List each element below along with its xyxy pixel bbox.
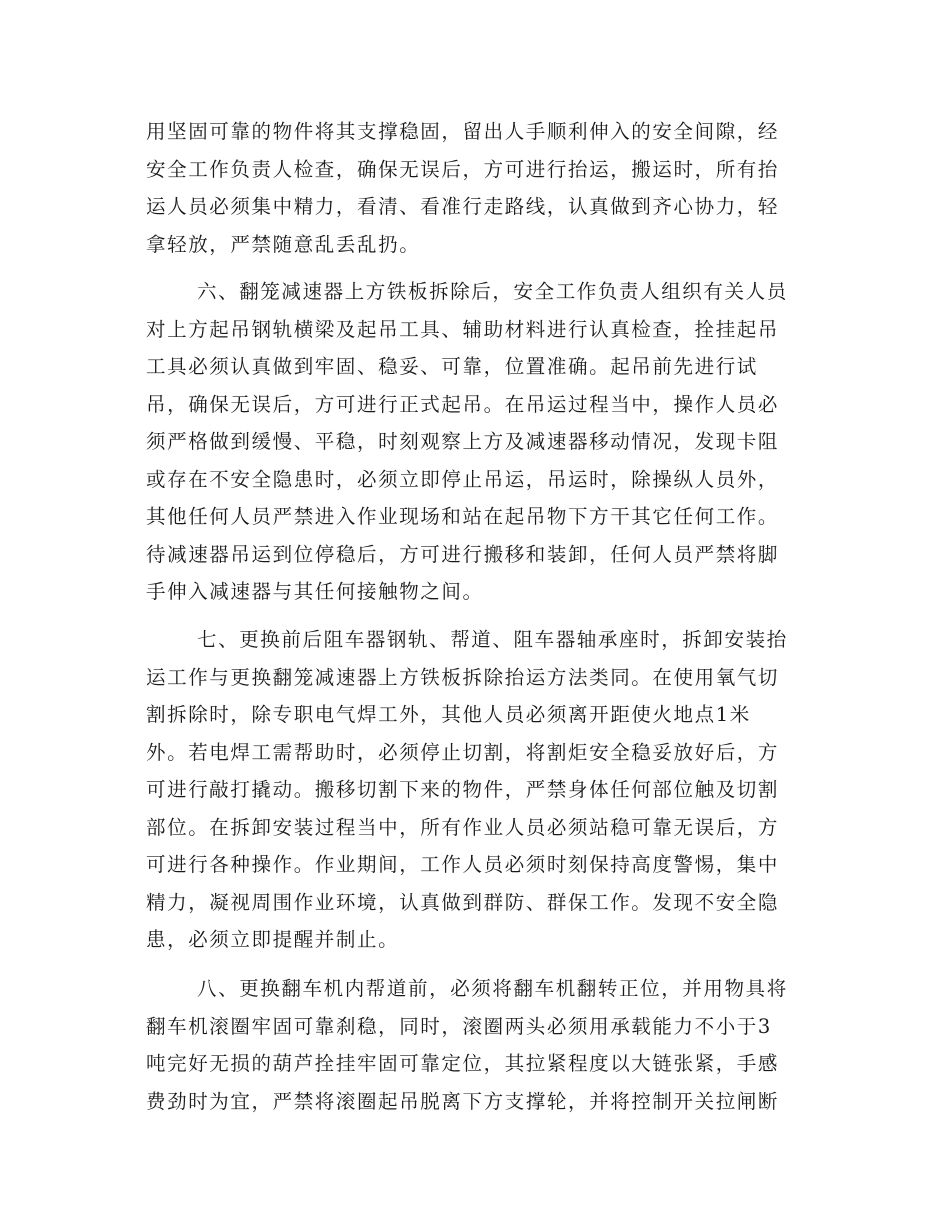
text-line: 运人员必须集中精力，看清、看准行走路线，认真做到齐心协力，轻 [146, 195, 780, 218]
text-line: 或存在不安全隐患时，必须立即停止吊运，吊运时，除操纵人员外， [146, 467, 780, 491]
text-line: 安全工作负责人检查，确保无误后，方可进行抬运，搬运时，所有抬 [146, 157, 780, 181]
text-line-first: 六、翻笼减速器上方铁板拆除后，安全工作负责人组织有关人员 [197, 280, 788, 303]
text-line: 可进行各种操作。作业期间，工作人员必须时刻保持高度警惕，集中 [146, 853, 780, 876]
text-line: 待减速器吊运到位停稳后，方可进行搬移和装卸，任何人员严禁将脚 [146, 542, 780, 566]
text-line: 翻车机滚圈牢固可靠刹稳，同时，滚圈两头必须用承载能力不小于3 [146, 1014, 772, 1038]
paragraph-section-eight [146, 970, 826, 1120]
text-line: 拿轻放，严禁随意乱丢乱扔。 [146, 232, 421, 256]
text-line: 对上方起吊钢轨横梁及起吊工具、辅助材料进行认真检查，拴挂起吊 [146, 317, 780, 341]
paragraph-section-seven [146, 621, 826, 959]
text-line: 其他任何人员严禁进入作业现场和站在起吊物下方干其它任何工作。 [146, 505, 780, 528]
text-line: 外。若电焊工需帮助时，必须停止切割，将割炬安全稳妥放好后，方 [146, 740, 780, 764]
text-line-first: 七、更换前后阻车器钢轨、帮道、阻车器轴承座时，拆卸安装抬 [197, 628, 788, 651]
text-line: 吨完好无损的葫芦拴挂牢固可靠定位，其拉紧程度以大链张紧，手感 [146, 1052, 780, 1075]
text-line: 割拆除时，除专职电气焊工外，其他人员必须离开距使火地点1米 [146, 703, 751, 726]
text-line: 部位。在拆卸安装过程当中，所有作业人员必须站稳可靠无误后，方 [146, 815, 780, 839]
paragraph-section-six [146, 273, 826, 611]
text-line: 可进行敲打撬动。搬移切割下来的物件，严禁身体任何部位触及切割 [146, 778, 780, 801]
text-line: 须严格做到缓慢、平稳，时刻观察上方及减速器移动情况，发现卡阻 [146, 430, 780, 453]
text-line: 患，必须立即提醒并制止。 [146, 928, 400, 951]
text-line: 工具必须认真做到牢固、稳妥、可靠，位置准确。起吊前先进行试 [146, 355, 758, 378]
text-line: 吊，确保无误后，方可进行正式起吊。在吊运过程当中，操作人员必 [146, 392, 780, 416]
text-line: 运工作与更换翻笼减速器上方铁板拆除抬运方法类同。在使用氧气切 [146, 665, 780, 689]
text-line-first: 八、更换翻车机内帮道前，必须将翻车机翻转正位，并用物具将 [197, 977, 788, 1000]
text-line: 手伸入减速器与其任何接触物之间。 [146, 580, 484, 603]
text-line: 费劲时为宜，严禁将滚圈起吊脱离下方支撑轮，并将控制开关拉闸断 [146, 1089, 780, 1113]
text-line: 用坚固可靠的物件将其支撑稳固，留出人手顺利伸入的安全间隙，经 [146, 120, 780, 143]
paragraph-continuation [146, 113, 826, 263]
text-line: 精力，凝视周围作业环境，认真做到群防、群保工作。发现不安全隐 [146, 890, 780, 914]
